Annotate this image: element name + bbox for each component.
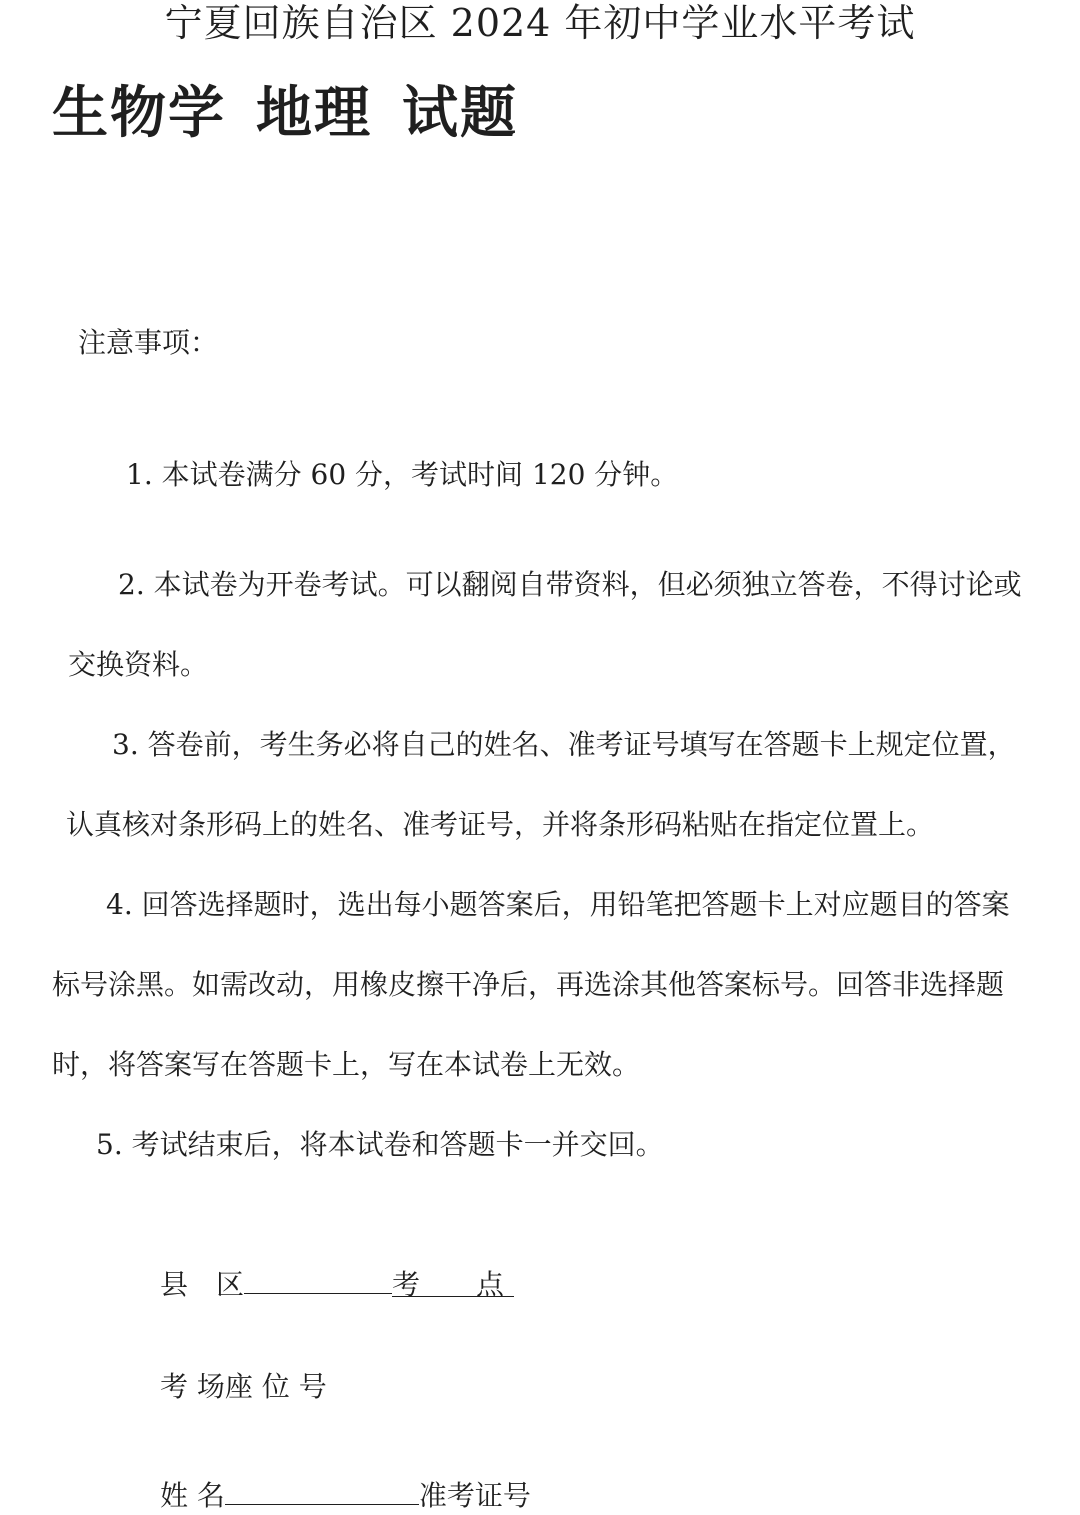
notice-item-4-line-3: 时，将答案写在答题卡上，写在本试卷上无效。 <box>52 1048 641 1081</box>
county-label: 县 区 <box>160 1268 245 1301</box>
notice-item-3-line-2: 认真核对条形码上的姓名、准考证号，并将条形码粘贴在指定位置上。 <box>66 808 935 841</box>
notice-heading: 注意事项： <box>78 326 219 359</box>
title-paper: 试题 <box>402 81 518 146</box>
notice-item-1: 1. 本试卷满分 60 分，考试时间 120 分钟。 <box>126 458 679 491</box>
room-seat-field <box>160 1368 327 1406</box>
name-blank[interactable] <box>225 1474 415 1505</box>
notice-item-2-line-2: 交换资料。 <box>68 648 209 681</box>
exam-header: 宁夏回族自治区 2024 年初中学业水平考试 <box>164 1 916 45</box>
name-field <box>160 1474 531 1515</box>
notice-item-2-line-1: 2. 本试卷为开卷考试。可以翻阅自带资料，但必须独立答卷，不得讨论或 <box>118 568 1022 601</box>
title-biology: 生物学 <box>52 81 226 146</box>
name-label: 姓 名 <box>160 1479 225 1512</box>
room-seat-label: 考 场座 位 号 <box>160 1370 327 1403</box>
title-geography: 地理 <box>256 81 372 146</box>
notice-item-4-line-2: 标号涂黑。如需改动，用橡皮擦干净后，再选涂其他答案标号。回答非选择题 <box>52 968 1005 1001</box>
exam-title <box>52 82 548 146</box>
admission-number-label: 准考证号 <box>418 1479 531 1512</box>
notice-item-5: 5. 考试结束后，将本试卷和答题卡一并交回。 <box>96 1128 664 1161</box>
notice-item-3-line-1: 3. 答卷前，考生务必将自己的姓名、准考证号填写在答题卡上规定位置， <box>112 728 1016 761</box>
notice-item-4-line-1: 4. 回答选择题时，选出每小题答案后，用铅笔把答题卡上对应题目的答案 <box>106 888 1010 921</box>
county-field <box>160 1263 514 1304</box>
county-blank[interactable] <box>244 1263 392 1294</box>
exam-site-label: 考 点 <box>392 1266 514 1297</box>
